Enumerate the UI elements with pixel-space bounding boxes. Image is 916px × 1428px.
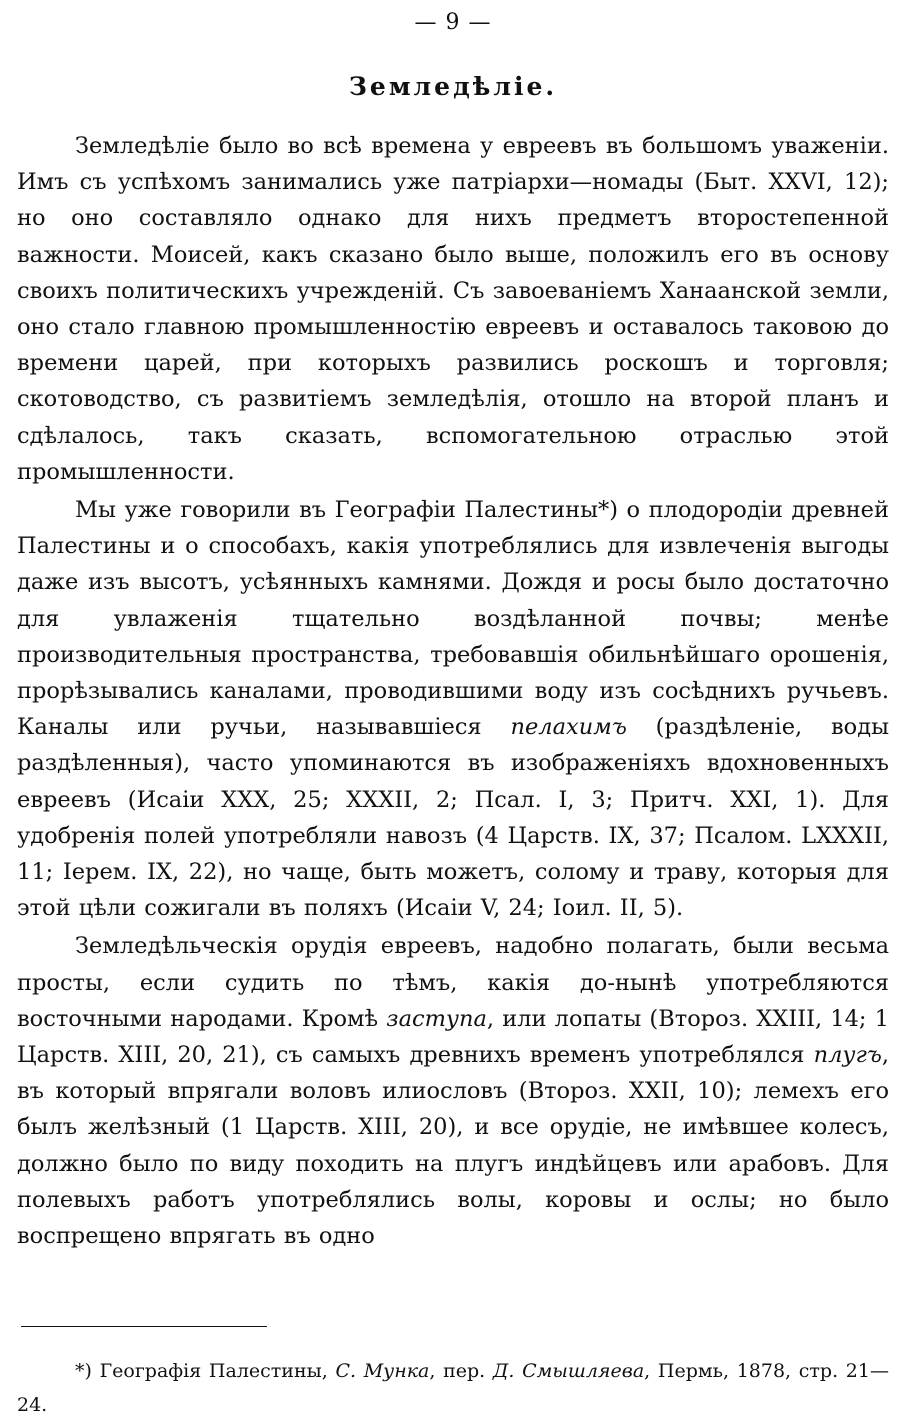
paragraph: [17, 128, 889, 490]
text-run: Земледѣліе было во всѣ времена у евреевъ въ большомъ уваженіи. Имъ съ успѣхомъ занимались уже патріархи—номады (Быт. XXVI, 12); но оно составляло однако для нихъ предметъ второстепенной важности. Моисей, какъ сказано было выше, положилъ его въ основу своихъ политическихъ учрежденій. Съ завоеваніемъ Ханаанской земли, оно стало главною промышленностію евреевъ и оставалось таковою до времени царей, при которыхъ развились роскошъ и торговля; скотоводство, съ развитіемъ земледѣлія, отошло на второй планъ и сдѣлалось, такъ сказать, вспомогательною отраслью этой промышленности.: [17, 133, 889, 485]
footnote: [17, 1354, 889, 1422]
paragraph: [17, 928, 889, 1254]
text-run: , въ который впрягали воловъ илиословъ (Второз. XXII, 10); лемехъ его былъ желѣзный (1 Царств. XIII, 20), и все орудіе, не имѣвшее колесъ, должно было по виду походить на плугъ индѣйцевъ или арабовъ. Для полевыхъ работъ употреблялись волы, коровы и ослы; но было воспрещено впрягать въ одно: [17, 1042, 889, 1250]
footnote-divider: [21, 1326, 267, 1327]
italic-term: С. Мунка: [335, 1360, 430, 1382]
text-run: (раздѣленіе, воды раздѣленныя), часто упоминаются въ изображеніяхъ вдохновенныхъ евреевъ (Исаіи XXX, 25; XXXII, 2; Псал. I, 3; Притч. XXI, 1). Для удобренія полей употребляли навозъ (4 Царств. IX, 37; Псалом. LXXXII, 11; Іерем. IX, 22), но чаще, быть можетъ, солому и траву, которыя для этой цѣли сожигали въ поляхъ (Исаіи V, 24; Іоил. II, 5).: [17, 714, 889, 922]
text-run: , или лопаты (Второз. XXIII, 14; 1 Царств. XIII, 20, 21), съ самыхъ древнихъ временъ употреблялся: [17, 1005, 889, 1069]
text-run: , Пермь, 1878, стр. 21—24.: [17, 1360, 889, 1416]
italic-term: Д. Смышляева: [492, 1360, 645, 1382]
text-run: *) Географія Палестины,: [75, 1360, 336, 1382]
page-number: — 9 —: [414, 10, 492, 35]
book-page: [17, 0, 889, 1428]
italic-term: заступа: [386, 1005, 487, 1032]
body-text: [17, 128, 889, 1254]
text-run: Мы уже говорили въ Географіи Палестины*) о плодородіи древней Палестины и о способахъ, какія употреблялись для извлеченія выгоды даже изъ высотъ, усѣянныхъ камнями. Дождя и росы было достаточно для увлаженія тщательно воздѣланной почвы; менѣе производительныя пространства, требовавшія обильнѣйшаго орошенія, прорѣзывались каналами, проводившими воду изъ сосѣднихъ ручьевъ. Каналы или ручьи, называвшіеся: [17, 497, 889, 741]
section-title: Земледѣліе.: [348, 72, 558, 101]
text-run: , пер.: [429, 1360, 493, 1382]
paragraph: [17, 492, 889, 926]
italic-term: пелахимъ: [510, 714, 627, 741]
italic-term: плугъ: [813, 1042, 882, 1069]
text-run: Земледѣльческія орудія евреевъ, надобно полагать, были весьма просты, если судить по тѣмъ, какія до-нынѣ употребляются восточными народами. Кромѣ: [17, 933, 889, 1032]
